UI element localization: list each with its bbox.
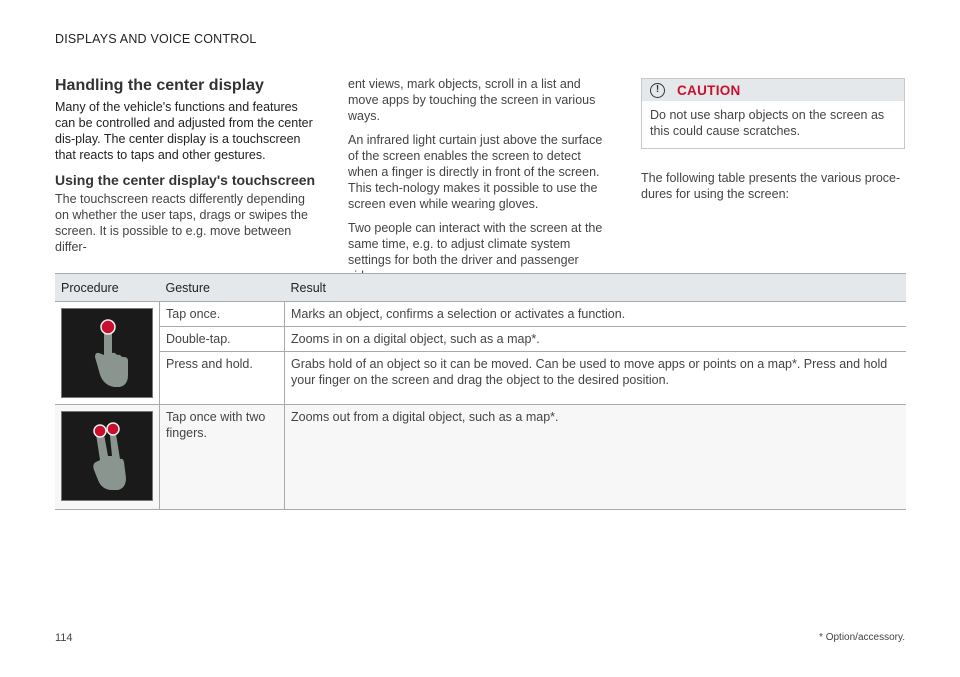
gesture-cell: Press and hold.: [160, 352, 285, 405]
table-row: [55, 352, 906, 405]
table-row: [55, 302, 906, 327]
caution-box: [641, 78, 905, 149]
table-row: [55, 405, 906, 510]
gesture-cell: Double-tap.: [160, 327, 285, 352]
section-title: Handling the center display: [55, 77, 264, 94]
result-cell: Grabs hold of an object so it can be moved. Can be used to move apps or points on a map*. Press and hold your finger on the screen and drag the object to the desired position.: [285, 352, 907, 405]
caution-header: [642, 79, 904, 101]
caution-title: CAUTION: [677, 82, 741, 98]
gesture-cell: Tap once with two fingers.: [160, 405, 285, 510]
procedure-cell: [55, 405, 160, 510]
paragraph-1b: ent views, mark objects, scroll in a list and move apps by touching the screen in various ways.: [348, 77, 596, 123]
page-number: 114: [55, 632, 73, 644]
two-finger-tap-icon: [61, 411, 153, 501]
paragraph-2: An infrared light curtain just above the surface of the screen enables the screen to detect when a finger is directly in front of the screen. This tech-nology makes it possible to use the screen even while wearing gloves.: [348, 133, 603, 211]
header-gesture: Gesture: [160, 274, 285, 302]
paragraph-3: Two people can interact with the screen at the same time, e.g. to adjust climate system settings for both the driver and passenger: [348, 221, 603, 267]
caution-text: Do not use sharp objects on the screen as this could cause scratches.: [650, 108, 885, 138]
one-finger-tap-icon: [61, 308, 153, 398]
column-1: [55, 76, 319, 263]
result-cell: Zooms in on a digital object, such as a map*.: [285, 327, 907, 352]
section-intro: Many of the vehicle's functions and features can be controlled and adjusted from the center dis-play. The center display is a touchscreen that reacts to taps and other gestures.: [55, 100, 313, 162]
gesture-cell: Tap once.: [160, 302, 285, 327]
procedure-table: [55, 273, 906, 510]
result-cell: Zooms out from a digital object, such as a map*.: [285, 405, 907, 510]
paragraph-1a: The touchscreen reacts differently depending on whether the user taps, drags or swipes the screen. It is possible to e.g. move between differ-: [55, 192, 308, 254]
footnote: * Option/accessory.: [819, 632, 905, 643]
exclamation-circle-icon: !: [650, 83, 665, 98]
table-header-row: [55, 274, 906, 302]
header-result: Result: [285, 274, 907, 302]
table-row: [55, 327, 906, 352]
procedure-cell: [55, 302, 160, 405]
result-cell: Marks an object, confirms a selection or activates a function.: [285, 302, 907, 327]
column-2: [348, 76, 612, 292]
section-subtitle: Using the center display's touchscreen: [55, 172, 316, 188]
running-header: DISPLAYS AND VOICE CONTROL: [55, 32, 257, 46]
table-intro: The following table presents the various proce-dures for using the screen:: [641, 171, 901, 201]
header-procedure: Procedure: [55, 274, 160, 302]
